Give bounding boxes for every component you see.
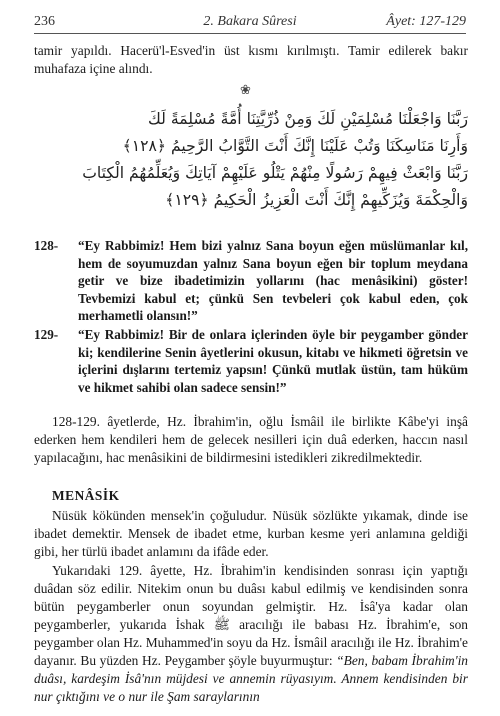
page-number: 236 xyxy=(34,14,55,29)
last-paragraph xyxy=(34,562,468,706)
flower-ornament-icon: ❀ xyxy=(240,82,251,97)
paragraph-text: Yukarıdaki 129. âyette, Hz. İbrahim'in kendisinden sonrası için yaptığı duâdan söz edilir. Nitekim onun bu duâsı kabul edilmiş ve kendisinden sonra bütün peygamberler onun soyundan gelmiştir. Hz. İsâ'ya kadar olan peygamberler, yukarıda İshak ﷺ aracılığı ile babası Hz. İbrahim'e, son peygamber olan Hz. Muhammed'in soyu da Hz. İsmâil aracılığı ile Hz. İbrahim'e dayanır. Bu yüzden Hz. Peygamber şöyle buyurmuştur: xyxy=(34,563,468,668)
arabic-verse-block xyxy=(34,106,468,214)
commentary-paragraph: 128-129. âyetlerde, Hz. İbrahim'in, oğlu İsmâil ile birlikte Kâbe'yi inşâ ederken hem kendileri hem de gelecek nesilleri için duâ ederken, haccın nasıl yapılacağını, hac menâsikini de bildirmesini istedikleri zikredilmektedir. xyxy=(34,414,468,465)
verse-text: “Ey Rabbimiz! Hem bizi yalnız Sana boyun eğen müslümanlar kıl, hem de soyumuzdan yalnız Sana boyun eğen bir toplum meydana getir ve bize ibadetimizin yollarını (hac menâsikini) göster! Tevbemizi kabul et; çünkü Sen tevbeleri çok kabul eden, çok merhametli olansın!” xyxy=(78,238,468,324)
hadith-quote: “Ben, babam İbrahim'in duâsı, kardeşim İsâ'nın müjdesi ve annemin rüyasıyım. Annem kendisinden bir nur çıktığını ve o nur ile Şam saraylarının xyxy=(34,653,468,704)
verse-translation xyxy=(34,326,468,396)
verse-translation xyxy=(34,237,468,325)
verse-number: 128- xyxy=(34,238,59,253)
verse-number: 129- xyxy=(34,327,59,342)
intro-paragraph: tamir yapıldı. Hacerü'l-Esved'in üst kısmı kırılmıştı. Tamir edilerek bakır muhafaza içine alındı. xyxy=(34,43,468,76)
arabic-line: وَأَرِنَا مَنَاسِكَنَا وَتُبْ عَلَيْنَا إِنَّكَ أَنْتَ التَّوَّابُ الرَّحِيمُ ﴿١٢٨﴾ xyxy=(122,137,468,155)
arabic-line: وَالْحِكْمَةَ وَيُزَكِّيهِمْ إِنَّكَ أَنْتَ الْعَزِيزُ الْحَكِيمُ ﴿١٢٩﴾ xyxy=(165,191,468,209)
arabic-line: رَبَّنَا وَاجْعَلْنَا مُسْلِمَيْنِ لَكَ وَمِنْ ذُرِّيَّتِنَا أُمَّةً مُسْلِمَةً لَكَ xyxy=(147,110,468,128)
arabic-line: رَبَّنَا وَابْعَثْ فِيهِمْ رَسُولًا مِنْهُمْ يَتْلُو عَلَيْهِمْ آيَاتِكَ وَيُعَلِّمُهُمُ الْكِتَابَ xyxy=(82,164,468,182)
verse-text: “Ey Rabbimiz! Bir de onlara içlerinden öyle bir peygamber gönder ki; kendilerine Senin âyetlerini okusun, kitabı ve hikmeti öğretsin ve içlerini dışlarını tertemiz yapsın! Çünkü mutlak üstün, tam hüküm ve hikmet sahibi olan sadece sensin!” xyxy=(78,327,468,395)
ayet-range: Âyet: 127-129 xyxy=(386,14,466,29)
section-heading: MENÂSİK xyxy=(52,488,120,503)
section-paragraph: Nüsük kökünden mensek'in çoğuludur. Nüsük sözlükte yıkamak, dinde ise ibadet demektir. Mensek de ibadet etme, kurban kesme yeri anlamına geldiği gibi, her türlü ibadet anlamını da ifâde eder. xyxy=(34,508,468,559)
header-rule xyxy=(34,33,466,34)
surah-title: 2. Bakara Sûresi xyxy=(203,14,297,29)
